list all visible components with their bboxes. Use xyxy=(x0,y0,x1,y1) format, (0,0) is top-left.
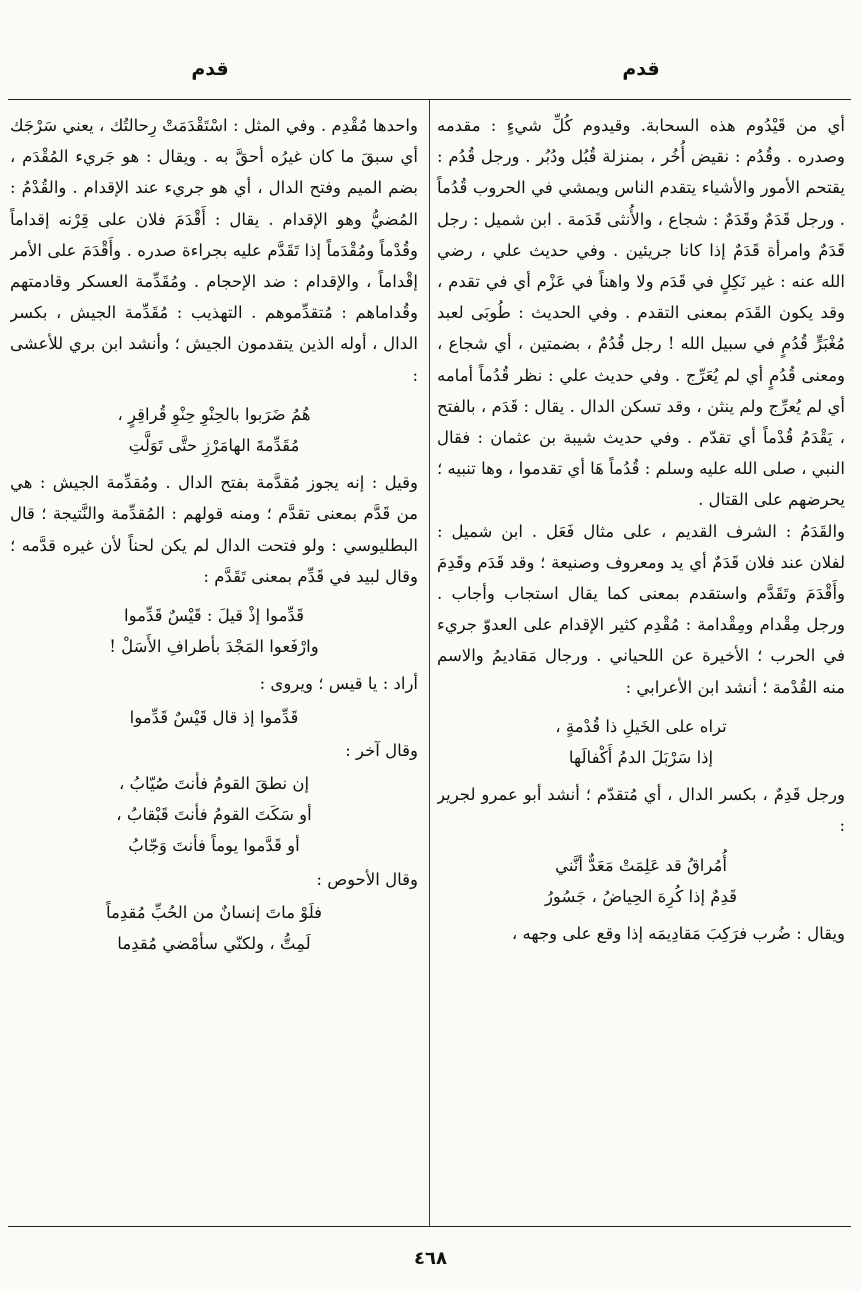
paragraph: وقال آخر : xyxy=(345,740,418,760)
verse-line: لَمِتُّ ، ولكنّي سأمْضي مُقدِما xyxy=(117,934,311,954)
page-number: ٤٦٨ xyxy=(414,1248,447,1269)
verse-block xyxy=(10,399,418,461)
column-separator xyxy=(429,100,430,1226)
verse-line: قَدِّموا إذْ قيلَ : قَيْسٌ قَدِّموا xyxy=(124,606,304,626)
paragraph: أراد : يا قيس ؛ ويروى : xyxy=(259,674,418,694)
verse-line: أو سَكَتَ القومُ فأنتَ قَبْقابُ ، xyxy=(116,805,312,825)
verse-block xyxy=(437,850,845,912)
paragraph: ورجل قَدِمٌ ، بكسر الدال ، أي مُتقدّم ؛ أنشد أبو عمرو لجرير : xyxy=(437,785,845,836)
verse-line: قَدِمٌ إذا كُرِهَ الحِياضُ ، جَسُورُ xyxy=(544,886,738,906)
verse-line: وارْفَعوا المَجْدَ بأطرافِ الأَسَلْ ! xyxy=(109,637,319,657)
verse-line: أو قَدَّموا يوماً فأنتَ وَجّابُ xyxy=(128,836,300,856)
paragraph: والقَدَمُ : الشرف القديم ، على مثال فَعَل . ابن شميل : لفلان عند فلان قَدَمٌ أي يد ومعروف وصنيعة ؛ وقد قَدَم وقَدِمَ وأَقْدَمَ وتَقَدَّم واستقدم بمعنى كما يقال استجاب وأجاب . ورجل مِقْدام ومِقْدامة : مُقْدِم كثير الإقدام على العدوّ جريء في الحرب ؛ الأخيرة عن اللحياني . ورجال مَقاديمُ والاسم منه القُدْمة ؛ أنشد ابن الأعرابي : xyxy=(437,521,845,697)
verse-line: تراه على الخَيلِ ذا قُدْمةٍ ، xyxy=(555,716,727,736)
paragraph: أي من قَيْدُوم هذه السحابة. وقيدوم كُلِّ شيءٍ : مقدمه وصدره . وقُدُم : نقيض أُخُر ، بمنزلة قُبُل ودُبُر . ورجل قُدُم : يقتحم الأمور والأشياء يتقدم الناس ويمشي في الحروب قُدُماً . ورجل قَدَمٌ وقَدَمٌ : شجاع ، والأُنثى قَدَمة . ابن شميل : رجل قَدَمٌ وامرأة قَدَمٌ إذا كانا جريئين . وفي حديث علي ، رضي الله عنه : غير نَكِلٍ في قَدَم ولا واهناً في عَزْم أي في تقدم ، وقد يكون القَدَم بمعنى التقدم . وفي الحديث : طُوبَى لعبد مُغْبَرٍّ قُدُمٍ في سبيل الله ! رجل قُدُمٌ ، بضمتين ، أي شجاع ، ومعنى قُدُمٍ أي لم يُعَرِّج . وفي حديث علي : نظر قُدُماً أمامه أي لم يُعرِّج ولم ينثن ، وقد تسكن الدال . يقال : قَدَم ، بالفتح ، يَقْدَمُ قُدْماً أي تقدّم . وفي حديث شيبة بن عثمان : فقال النبي ، صلى الله عليه وسلم : قُدُماً هَا أي تقدموا ، وها تنبيه ؛ يحرضهم على القتال . xyxy=(437,116,845,510)
paragraph: وقال الأحوص : xyxy=(316,869,418,889)
paragraph: ويقال : ضُرب فرَكِبَ مَقادِيمَه إذا وقع على وجهه ، xyxy=(511,924,845,944)
verse-block xyxy=(10,600,418,662)
right-column xyxy=(437,110,845,1220)
verse-line: هُمُ ضَرَبوا بالحِنْوِ حِنْوِ قُراقِرٍ ، xyxy=(117,404,311,424)
verse-block xyxy=(10,702,418,733)
verse-block xyxy=(10,768,418,862)
paragraph: واحدها مُقْدِم . وفي المثل : اسْتَقْدَمَتْ رِحالتُك ، يعني سَرْجَك أي سبقَ ما كان غيرُه أحقَّ به . ويقال : هو جَريء المُقْدَم ، بضم الميم وفتح الدال ، أي هو جريء عند الإقدام . والقُدْمُ : المُضيُّ وهو الإقدام . يقال : أَقْدَمَ فلان على قِرْنه إقداماً وقُدْماً ومُقْدَماً إذا تَقَدَّم عليه بجراءة صدره . وأَقْدَمَ على الأمر إقْداماً ، والإقدام : ضد الإحجام . ومُقَدِّمة العسكر وقادمتهم وقُداماهم : مُتقدِّموهم . التهذيب : مُقَدِّمة الجيش ، بكسر الدال ، أوله الذين يتقدمون الجيش ؛ وأنشد ابن بري للأعشى : xyxy=(10,116,418,385)
running-head-right: قدم xyxy=(622,58,660,80)
verse-line: قَدِّموا إذ قال قَيْسٌ قَدِّموا xyxy=(129,707,299,727)
running-head-left: قدم xyxy=(191,58,229,80)
paragraph: وقيل : إنه يجوز مُقدَّمة بفتح الدال . ومُقدِّمة الجيش : هي من قَدَّم بمعنى تقدَّم ؛ ومنه قولهم : المُقدِّمة والنَّتيجة ؛ قال البطليوسي : ولو فتحت الدال لم يكن لحناً لأن غيره قدَّمه ؛ وقال لبيد في قَدِّم بمعنى تَقَدَّم : xyxy=(10,473,418,586)
verse-block xyxy=(437,711,845,773)
verse-line: أُمُراقُ قد عَلِمَتْ مَعَدٌّ أنَّني xyxy=(555,855,727,875)
verse-block xyxy=(10,897,418,959)
left-column xyxy=(10,110,418,1220)
verse-line: إذا سَرْبَلَ الدمُ أَكْفالَها xyxy=(568,748,714,768)
bottom-rule xyxy=(8,1226,851,1227)
verse-line: فلَوْ ماتَ إنسانٌ من الحُبِّ مُقدِماً xyxy=(105,902,323,922)
verse-line: مُقَدِّمةَ الهامَرْزِ حتَّى تَوَلَّتِ xyxy=(128,436,300,456)
verse-line: إن نطقَ القومُ فأنتَ صُيّابُ ، xyxy=(118,774,310,794)
